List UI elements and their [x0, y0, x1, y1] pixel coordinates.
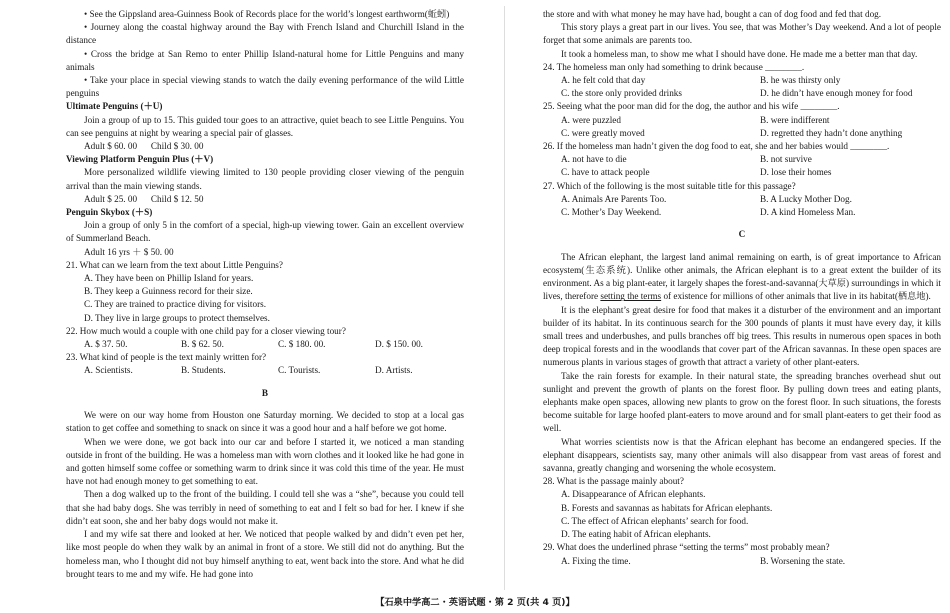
tour-desc-ultimate: Join a group of up to 15. This guided tour goes to an attractive, quiet beach to see Little Penguins. You can see penguins at night by wearing a special pair of glasses. — [66, 114, 464, 138]
q29-options-row1 — [543, 555, 941, 568]
q26-option-d: D. lose their homes — [760, 167, 832, 178]
q28-option-d: D. The eating habit of African elephants. — [561, 529, 711, 540]
q29-option-b: B. Worsening the state. — [760, 555, 846, 566]
tour-price-skybox: Adult 16 yrs ＋ $ 50. 00 — [84, 246, 174, 257]
q22-options — [66, 338, 464, 351]
column-divider — [504, 6, 505, 590]
q25-stem: 25. Seeing what the poor man did for the dog, the author and his wife ________. — [543, 101, 840, 112]
q27-option-b: B. A Lucky Mother Dog. — [760, 193, 852, 204]
q29-stem: 29. What does the underlined phrase “setting the terms” most probably mean? — [543, 542, 830, 553]
q24-stem: 24. The homeless man only had something to drink because ________. — [543, 61, 805, 72]
b-para-2: When we were done, we got back into our car and before I started it, we noticed a man standing outside in front of the building. He was a homeless man with worn clothes and it looked like he had gone in and gotten himself some coffee or something warm to drink since it was cold this time of the year. He must have not had enough money to get something to eat. — [66, 436, 464, 487]
q24-option-c: C. the store only provided drinks — [561, 88, 682, 99]
b-para-1: We were on our way home from Houston one Saturday morning. We decided to stop at a local gas station to get coffee and something to snack on since it was a good hour and a half before we got home. — [66, 410, 464, 434]
q21-option-c: C. They are trained to practice diving for visitors. — [84, 299, 266, 310]
q22-option-c: C. $ 180. 00. — [278, 339, 326, 350]
q21-option-a: A. They have been on Phillip Island for years. — [84, 273, 254, 284]
b-para-3: Then a dog walked up to the front of the building. I could tell she was a “she”, because you could tell that she had baby dogs. She was terribly in need of something to eat and I felt so bad for her. I knew if she didn’t eat soon, she and her baby dogs would not make it. — [66, 489, 464, 526]
q24-option-a: A. he felt cold that day — [561, 75, 646, 86]
bullet-2: • Journey along the coastal highway around the Bay with French Island and Churchill Island in the distance — [66, 22, 464, 46]
tour-desc-platform: More personalized wildlife viewing limited to 130 people providing closer viewing of the penguin arrival than the main viewing stands. — [66, 167, 464, 191]
right-column — [543, 8, 941, 590]
q26-option-c: C. have to attack people — [561, 167, 650, 178]
q28-option-b: B. Forests and savannas as habitats for African elephants. — [561, 502, 773, 513]
q23-stem: 23. What kind of people is the text mainly written for? — [66, 352, 267, 363]
q23-option-d: D. Artists. — [375, 365, 413, 376]
q26-options-row2 — [543, 166, 941, 179]
b-cont-1: the store and with what money he may have had, bought a can of dog food and fed that dog. — [543, 9, 882, 19]
q25-options-row1 — [543, 114, 941, 127]
q28-option-c: C. The effect of African elephants’ search for food. — [561, 515, 749, 526]
q22-option-b: B. $ 62. 50. — [181, 339, 224, 350]
tour-price-ultimate: Adult $ 60. 00 Child $ 30. 00 — [84, 141, 204, 152]
q24-options-row1 — [543, 74, 941, 87]
q25-option-c: C. were greatly moved — [561, 127, 645, 138]
q25-option-a: A. were puzzled — [561, 114, 621, 125]
q22-stem: 22. How much would a couple with one child pay for a closer viewing tour? — [66, 325, 346, 336]
q24-options-row2 — [543, 87, 941, 100]
tour-price-platform: Adult $ 25. 00 Child $ 12. 50 — [84, 193, 204, 204]
q22-option-d: D. $ 150. 00. — [375, 339, 423, 350]
tour-desc-skybox: Join a group of only 5 in the comfort of a special, high-up viewing tower. Gain an excellent overview of Summerland Beach. — [66, 220, 464, 244]
q27-option-d: D. A kind Homeless Man. — [760, 207, 856, 218]
q21-option-d: D. They live in large groups to protect themselves. — [84, 312, 270, 323]
q23-option-b: B. Students. — [181, 365, 226, 376]
q27-options-row2 — [543, 206, 941, 219]
tour-title-skybox: Penguin Skybox (＋S) — [66, 207, 153, 218]
q22-option-a: A. $ 37. 50. — [84, 339, 128, 350]
c-para-3: Take the rain forests for example. In their natural state, the spreading branches overhead shut out sunlight and prevent the growth of plants on the forest floor. By pulling down trees and eating plants, elephants make open spaces, allowing new plants to grow on the forest floor. In such situations, the forests become suitable for large hoofed plant-eaters to move around and for small plant-eaters to get their food as well. — [543, 370, 941, 434]
page-footer: 【石泉中学高二・英语试题・第 2 页(共 4 页)】 — [375, 597, 575, 608]
tour-title-platform: Viewing Platform Penguin Plus (＋V) — [66, 154, 214, 165]
c-para-1 — [543, 251, 941, 304]
q21-option-b: B. They keep a Guinness record for their size. — [84, 286, 253, 297]
q23-option-a: A. Scientists. — [84, 365, 133, 376]
left-column — [66, 8, 464, 590]
setting-the-terms-underline: setting the terms — [600, 291, 662, 302]
q26-options-row1 — [543, 153, 941, 166]
q27-option-a: A. Animals Are Parents Too. — [561, 193, 667, 204]
c-para-4: What worries scientists now is that the African elephant has become an endangered species. If the elephant disappears, scientists say, many other animals will also disappear from vast areas of forest and savanna, greatly changing and worsening the whole ecosystem. — [543, 436, 941, 474]
q24-option-d: D. he didn’t have enough money for food — [760, 88, 913, 99]
b-cont-2: This story plays a great part in our lives. You see, that was Mother’s Day weekend. And a lot of people forget that some animals are parents too. — [543, 22, 941, 46]
q21-stem: 21. What can we learn from the text about Little Penguins? — [66, 259, 283, 270]
section-c-heading: C — [738, 229, 746, 240]
q24-option-b: B. he was thirsty only — [760, 75, 841, 86]
q23-option-c: C. Tourists. — [278, 365, 321, 376]
bullet-1: • See the Gippsland area-Guinness Book of Records place for the world’s longest earthworm(蚯蚓) — [84, 9, 450, 19]
c-para-1-part-2: of existence for millions of other animals that live in its habitat(栖息地). — [661, 291, 931, 302]
q25-option-d: D. regretted they hadn’t done anything — [760, 127, 903, 138]
q23-options — [66, 364, 464, 377]
q26-stem: 26. If the homeless man hadn’t given the dog food to eat, she and her babies would ________. — [543, 141, 890, 152]
q28-option-a: A. Disappearance of African elephants. — [561, 489, 706, 500]
bullet-3: • Cross the bridge at San Remo to enter Phillip Island-natural home for Little Penguins and many animals — [66, 48, 464, 72]
q29-option-a: A. Fixing the time. — [561, 555, 631, 566]
q27-options-row1 — [543, 193, 941, 206]
b-cont-3: It took a homeless man, to show me what I should have done. He made me a better man that day. — [561, 48, 918, 59]
q25-option-b: B. were indifferent — [760, 114, 830, 125]
c-para-1-part-1: The African elephant, the largest land animal remaining on earth, is of great importance to African ecosystem(生态系统). Unlike other animals, the African elephant is to a great extent the builder of its environment. As a big plant-eater, it largely shapes the forest-and-savanna(大草原) surroundings in which it lives, therefore — [543, 251, 941, 302]
bullet-4: • Take your place in special viewing stands to watch the daily evening performance of the wild Little penguins — [66, 75, 464, 99]
q25-options-row2 — [543, 127, 941, 140]
q26-option-b: B. not survive — [760, 154, 812, 165]
c-para-2: It is the elephant’s great desire for food that makes it a disturber of the environment and an important builder of its habitat. In its continuous search for the 300 pounds of plants it must have every day, it kills small trees and underbushes, and pulls branches off big trees. This results in numerous open spaces in both deep tropical forests and in the woodlands that cover part of the African savannas. In these open spaces are numerous plants in various stages of growth that attract a variety of other plant-eaters. — [543, 304, 941, 368]
q28-stem: 28. What is the passage mainly about? — [543, 476, 684, 487]
q27-option-c: C. Mother’s Day Weekend. — [561, 207, 662, 218]
tour-title-ultimate: Ultimate Penguins (＋U) — [66, 101, 163, 112]
q26-option-a: A. not have to die — [561, 154, 627, 165]
q27-stem: 27. Which of the following is the most suitable title for this passage? — [543, 180, 796, 191]
section-b-heading: B — [261, 387, 269, 398]
b-para-4: I and my wife sat there and looked at her. We noticed that people walked by and didn’t even pet her, like most people do when they walk by an animal in front of a store. We still did not do anything. But the homeless man, who I thought did not buy himself anything to eat, went back into the store. And what he did brought tears to me and my wife. He had gone into — [66, 529, 464, 579]
